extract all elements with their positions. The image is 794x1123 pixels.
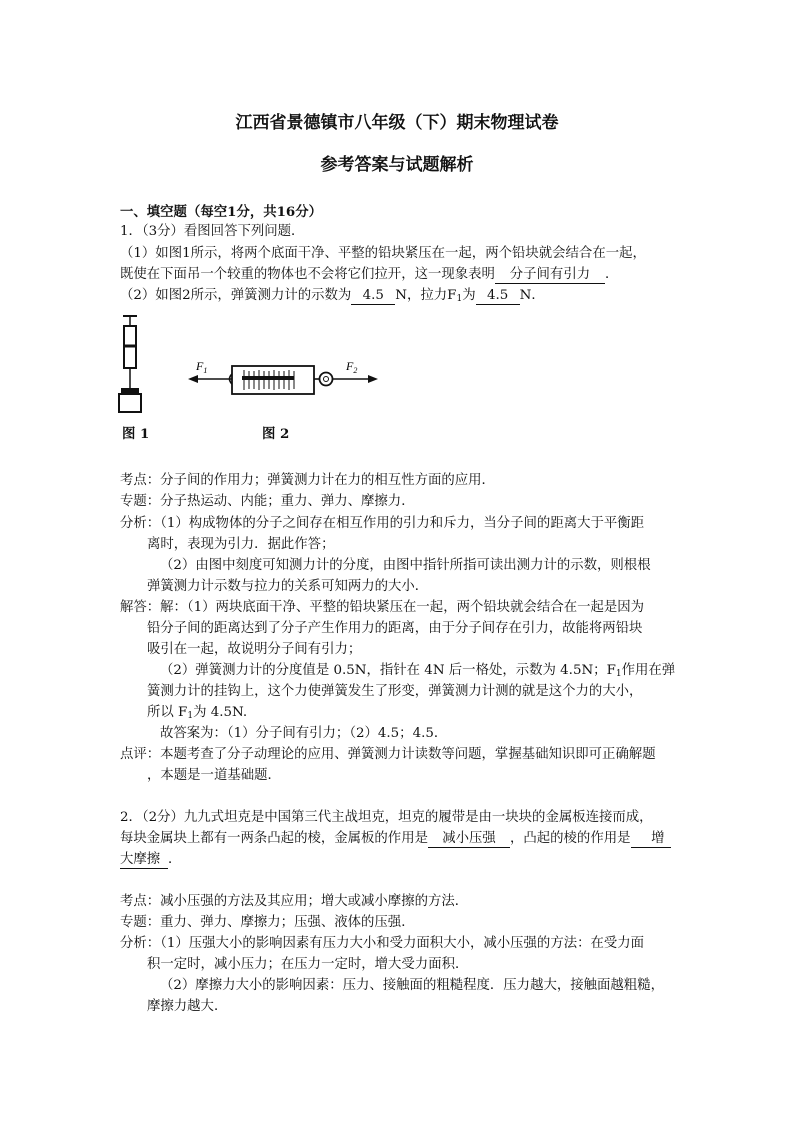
q2-line-3 [120, 850, 181, 870]
f1-label: $F_1$ [196, 359, 208, 375]
q1-analysis-2: 离时，表现为引力．据此作答； [147, 537, 335, 552]
q1-solution-3: 吸引在一起，故说明分子间有引力； [147, 642, 362, 657]
q2-analysis-4: 摩擦力越大． [147, 999, 228, 1014]
q2-line-1: 2．（2分）九九式坦克是中国第三代主战坦克，坦克的履带是由一块块的金属板连接而成， [120, 810, 653, 825]
q1-part2-text: （2）如图2所示，弹簧测力计的示数为 [120, 288, 352, 303]
q1-solution-6-end: 为 4.5N. [193, 705, 248, 720]
q1-comment-2: ，本题是一道基础题． [147, 768, 281, 783]
q1-solution-6 [147, 703, 247, 726]
q1-solution-1: 解答：解：（1）两块底面干净、平整的铅块紧压在一起，两个铅块就会结合在一起是因为 [120, 600, 645, 615]
figure-2-caption: 图 2 [262, 426, 290, 442]
section-heading: 一、填空题（每空1分，共16分） [120, 204, 323, 220]
q2-line-2 [120, 829, 671, 849]
q2-line-2-mid: ，凸起的棱的作用是 [509, 831, 631, 846]
figure-2-spring-balance [188, 354, 378, 410]
f2-label: $F_2$ [346, 359, 358, 375]
page-title: 江西省景德镇市八年级（下）期末物理试卷 [235, 113, 559, 133]
q2-answer-blank-2a: 增 [631, 831, 671, 848]
q1-solution-5: 簧测力计的挂钩上，这个力使弹簧发生了形变，弹簧测力计测的就是这个力的大小， [147, 684, 643, 699]
q1-answer-blank-3: 4.5 [476, 288, 520, 305]
q1-analysis-3: （2）由图中刻度可知测力计的分度，由图中指针所指可读出测力计的示数，则根根 [160, 558, 651, 573]
q2-zhuanti: 专题：重力、弹力、摩擦力；压强、液体的压强． [120, 915, 415, 930]
q1-stem: 1．（3分）看图回答下列问题． [120, 224, 305, 239]
q1-solution-4-text: （2）弹簧测力计的分度值是 0.5N，指针在 4N 后一格处，示数为 4.5N；F [160, 663, 616, 678]
q1-zhuanti: 专题：分子热运动、内能；重力、弹力、摩擦力． [120, 494, 415, 509]
q2-analysis-2: 积一定时，减小压力；在压力一定时，增大受力面积． [147, 957, 469, 972]
q2-line-2-text: 每块金属块上都有一两条凸起的棱，金属板的作用是 [120, 831, 428, 846]
q1-analysis-4: 弹簧测力计示数与拉力的关系可知两力的大小． [147, 579, 429, 594]
figure-1-caption: 图 1 [122, 426, 150, 442]
q1-answer-blank-2: 4.5 [351, 288, 395, 305]
q1-part1-end: ． [604, 267, 619, 282]
q1-part1-line1: （1）如图1所示，将两个底面干净、平整的铅块紧压在一起，两个铅块就会结合在一起， [120, 246, 646, 261]
q1-solution-2: 铅分子间的距离达到了分子产生作用力的距离，由于分子间存在引力，故能将两铅块 [147, 621, 643, 636]
q1-kaodian: 考点：分子间的作用力；弹簧测力计在力的相互性方面的应用． [120, 473, 495, 488]
q1-solution-6-text: 所以 F [147, 705, 188, 720]
q1-solution-6-sub: 1 [187, 711, 194, 721]
page-subtitle: 参考答案与试题解析 [320, 155, 474, 175]
figure-1-lead-blocks [110, 312, 160, 420]
q2-answer-blank-1: 减小压强 [428, 831, 510, 848]
q1-solution-4 [160, 661, 675, 684]
q1-part1-text: 既使在下面吊一个较重的物体也不会将它们拉开，这一现象表明 [120, 267, 495, 282]
q1-part2-end: N． [519, 288, 545, 303]
q1-solution-4-end: 作用在弹 [621, 663, 676, 678]
q1-final-answer: 故答案为：（1）分子间有引力；（2）4.5；4.5． [160, 726, 448, 741]
q1-part2-mid2: 为 [462, 288, 476, 303]
q1-analysis-1: 分析：（1）构成物体的分子之间存在相互作用的引力和斥力，当分子间的距离大于平衡距 [120, 516, 645, 531]
q1-part2-mid: N，拉力F [395, 288, 457, 303]
q1-solution-4-sub: 1 [615, 669, 622, 679]
q2-kaodian: 考点：减小压强的方法及其应用；增大或减小摩擦的方法． [120, 894, 469, 909]
q2-line-3-end: ． [168, 852, 182, 867]
q2-analysis-1: 分析：（1）压强大小的影响因素有压力大小和受力面积大小，减小压强的方法：在受力面 [120, 936, 645, 951]
q2-answer-blank-2b: 大摩擦 [120, 852, 168, 869]
q1-answer-blank-1: 分子间有引力 [495, 267, 605, 284]
q1-part2-line [120, 286, 545, 309]
q1-comment-1: 点评：本题考查了分子动理论的应用、弹簧测力计读数等问题，掌握基础知识即可正确解题 [120, 747, 656, 762]
q1-part1-line2 [120, 265, 618, 285]
q2-analysis-3: （2）摩擦力大小的影响因素：压力、接触面的粗糙程度．压力越大，接触面越粗糙， [160, 978, 664, 993]
q1-part2-sub: 1 [456, 294, 463, 304]
